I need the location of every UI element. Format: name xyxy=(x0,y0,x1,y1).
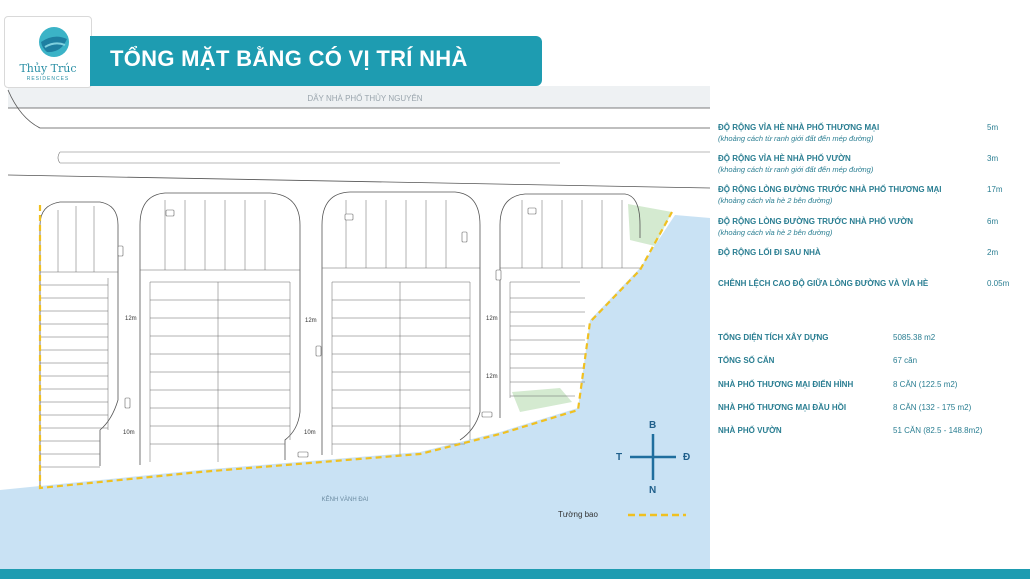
spec-label: ĐỘ RỘNG LÒNG ĐƯỜNG TRƯỚC NHÀ PHỐ THƯƠNG MẠI xyxy=(718,185,942,194)
logo-icon xyxy=(37,25,71,59)
legend-boundary-label: Tường bao xyxy=(558,510,598,519)
spec-value: 0.05m xyxy=(987,279,1010,288)
brand-subtitle: RESIDENCES xyxy=(26,76,70,82)
spec-label: ĐỘ RỘNG VỈA HÈ NHÀ PHỐ THƯƠNG MẠI xyxy=(718,123,880,132)
road-width-label: 12m xyxy=(486,316,498,322)
compass-east: Đ xyxy=(683,452,691,463)
road-width-label: 12m xyxy=(305,318,317,324)
brand-name: Thủy Trúc xyxy=(19,62,77,75)
stat-label: NHÀ PHỐ THƯƠNG MẠI ĐIỂN HÌNH xyxy=(718,380,854,389)
stat-value: 51 CĂN (82.5 - 148.8m2) xyxy=(893,426,983,435)
stat-label: TỔNG DIỆN TÍCH XÂY DỰNG xyxy=(718,333,829,342)
road-width-label: 10m xyxy=(123,430,135,436)
spec-note: (khoảng cách từ ranh giới đất đến mép đường) xyxy=(718,134,874,143)
spec-label: CHÊNH LỆCH CAO ĐỘ GIỮA LÒNG ĐƯỜNG VÀ VỈA HÈ xyxy=(718,279,929,288)
brand-logo xyxy=(4,16,92,88)
road-width-label: 12m xyxy=(125,316,137,322)
road-width-label: 10m xyxy=(304,430,316,436)
canal-label: KÊNH VÀNH ĐAI xyxy=(321,497,369,503)
compass-west: T xyxy=(616,452,623,463)
title-bar xyxy=(90,36,542,86)
stat-value: 8 CĂN (132 - 175 m2) xyxy=(893,403,972,412)
spec-value: 2m xyxy=(987,248,999,257)
compass-south: N xyxy=(649,485,657,496)
spec-value: 5m xyxy=(987,123,999,132)
bottom-bar xyxy=(0,569,1030,579)
spec-label: ĐỘ RỘNG LÒNG ĐƯỜNG TRƯỚC NHÀ PHỐ VƯỜN xyxy=(718,217,914,226)
compass-north: B xyxy=(649,420,657,431)
legend-boundary-swatch xyxy=(628,512,686,518)
top-street-label: DÃY NHÀ PHỐ THỦY NGUYÊN xyxy=(307,94,423,103)
spec-value: 3m xyxy=(987,154,999,163)
stat-value: 67 căn xyxy=(893,356,918,365)
stat-label: NHÀ PHỐ THƯƠNG MẠI ĐẦU HỒI xyxy=(718,403,847,412)
road-width-label: 12m xyxy=(486,374,498,380)
compass-cross-icon xyxy=(628,432,678,482)
page-title: TỔNG MẶT BẰNG CÓ VỊ TRÍ NHÀ xyxy=(110,46,468,71)
spec-value: 6m xyxy=(987,217,999,226)
spec-note: (khoảng cách từ ranh giới đất đến mép đường) xyxy=(718,165,874,174)
spec-value: 17m xyxy=(987,185,1003,194)
stat-value: 8 CĂN (122.5 m2) xyxy=(893,380,958,389)
spec-note: (khoảng cách vỉa hè 2 bên đường) xyxy=(718,228,833,237)
stat-label: NHÀ PHỐ VƯỜN xyxy=(718,426,782,435)
spec-note: (khoảng cách vỉa hè 2 bên đường) xyxy=(718,196,833,205)
spec-label: ĐỘ RỘNG LỐI ĐI SAU NHÀ xyxy=(718,248,821,257)
spec-label: ĐỘ RỘNG VỈA HÈ NHÀ PHỐ VƯỜN xyxy=(718,154,851,163)
stat-label: TỔNG SỐ CĂN xyxy=(718,356,775,365)
stat-value: 5085.38 m2 xyxy=(893,333,936,342)
